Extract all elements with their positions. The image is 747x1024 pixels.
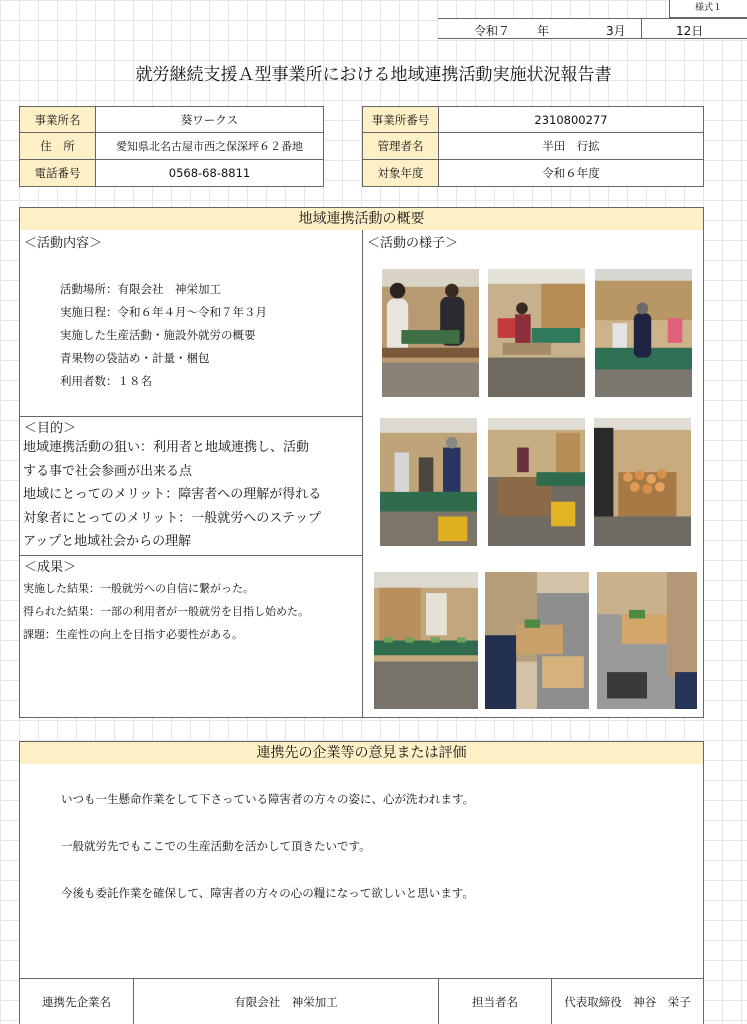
results-label: ＜成果＞ — [24, 560, 77, 575]
purpose-line: する事で社会参画が出来る点 — [23, 463, 193, 479]
results-line: 課題：生産性の向上を目指す必要性がある。 — [23, 628, 243, 641]
evaluation-line: 一般就労先でもここでの生産活動を活かして頂きたいです。 — [61, 839, 371, 853]
purpose-line: 地域にとってのメリット：障害者への理解が得れる — [23, 487, 322, 502]
office-no-label: 事業所番号 — [362, 106, 439, 133]
content-line: 実施した生産活動・施設外就労の概要 — [60, 328, 256, 342]
results-line: 実施した結果：一般就労への自信に繋がった。 — [23, 582, 254, 595]
partner-value: 有限会社 神栄加工 — [133, 978, 439, 1024]
office-name-label: 事業所名 — [19, 106, 96, 133]
contact-label: 担当者名 — [438, 978, 552, 1024]
fiscal-year-value: 令和６年度 — [438, 159, 704, 187]
date-era-year: 令和７ — [474, 24, 511, 38]
content-line: 利用者数：１８名 — [60, 374, 152, 388]
evaluation-line: 今後も委託作業を確保して、障害者の方々の心の糧になって欲しいと思います。 — [61, 886, 474, 900]
form-label: 様式１ — [694, 3, 722, 13]
activity-photo — [380, 418, 477, 546]
form-label-box — [669, 0, 747, 18]
partner-label: 連携先企業名 — [19, 978, 134, 1024]
content-line: 活動場所：有限会社 神栄加工 — [60, 282, 221, 296]
evaluation-body — [19, 764, 704, 979]
content-line: 実施日程：令和６年４月～令和７年３月 — [60, 305, 267, 319]
activity-photo — [488, 418, 585, 546]
address-value: 愛知県北名古屋市西之保深坪６２番地 — [95, 132, 324, 160]
activity-photo — [485, 572, 589, 709]
contact-value: 代表取締役 神谷 栄子 — [551, 978, 704, 1024]
date-month: 3月 — [606, 24, 626, 38]
evaluation-header: 連携先の企業等の意見または評価 — [19, 741, 704, 765]
activity-photo — [597, 572, 697, 709]
date-row — [438, 18, 747, 39]
activity-photo — [382, 269, 479, 397]
purpose-line: 地域連携活動の狙い：利用者と地域連携し、活動 — [23, 440, 310, 455]
results-line: 得られた結果：一部の利用者が一般就労を目指し始めた。 — [23, 605, 309, 618]
date-year-unit: 年 — [537, 24, 550, 38]
fiscal-year-label: 対象年度 — [362, 159, 439, 187]
address-label: 住 所 — [19, 132, 96, 160]
office-no-value: 2310800277 — [438, 106, 704, 133]
purpose-lines — [23, 436, 321, 554]
content-lines — [60, 278, 267, 393]
office-name-value: 葵ワークス — [95, 106, 324, 133]
evaluation-line: いつも一生懸命作業をして下さっている障害者の方々の姿に、心が洗われます。 — [61, 792, 475, 806]
purpose-label: ＜目的＞ — [24, 421, 77, 436]
date-day: 12日 — [676, 24, 704, 38]
results-lines — [23, 577, 309, 646]
phone-label: 電話番号 — [19, 159, 96, 187]
activity-photo — [594, 418, 691, 546]
phone-value: 0568-68-8811 — [95, 159, 324, 187]
content-line: 青果物の袋詰め・計量・梱包 — [60, 351, 210, 365]
activity-photo — [595, 269, 692, 397]
overview-header: 地域連携活動の概要 — [19, 207, 704, 231]
purpose-line: 対象者にとってのメリット：一般就労へのステップ — [23, 510, 321, 526]
page-title: 就労継続支援Ａ型事業所における地域連携活動実施状況報告書 — [135, 65, 612, 85]
photos-label: ＜活動の様子＞ — [367, 236, 459, 251]
content-label: ＜活動内容＞ — [24, 236, 103, 251]
purpose-line: アップと地域社会からの理解 — [23, 534, 192, 549]
activity-photo — [374, 572, 478, 709]
activity-photo — [488, 269, 585, 397]
manager-value: 半田 行拡 — [438, 132, 704, 160]
manager-label: 管理者名 — [362, 132, 439, 160]
